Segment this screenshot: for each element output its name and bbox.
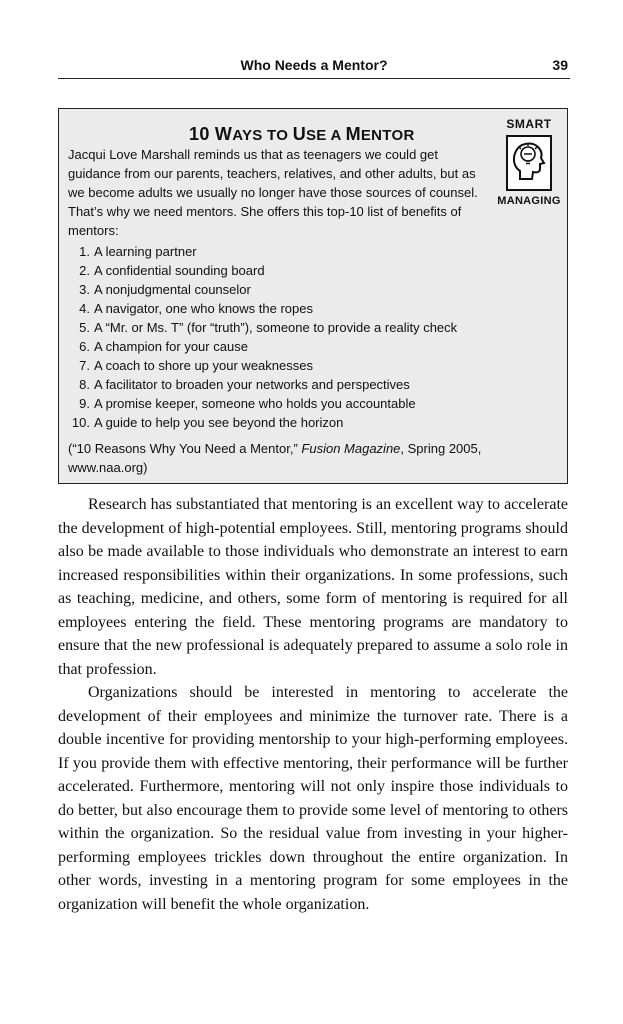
badge-bottom-label: MANAGING [497, 195, 561, 207]
sidebar-title [189, 124, 415, 146]
item-number: 3. [79, 282, 90, 297]
item-number: 5. [79, 320, 90, 335]
item-number: 4. [79, 301, 90, 316]
list-item [68, 299, 457, 318]
list-item [68, 413, 457, 432]
item-text: A champion for your cause [94, 339, 248, 354]
item-number: 9. [79, 396, 90, 411]
list-item [68, 261, 457, 280]
list-item [68, 318, 457, 337]
title-part: 1 [189, 124, 200, 144]
sidebar-intro: Jacqui Love Marshall reminds us that as teenagers we could get guidance from our parents, teachers, relatives, and other adults, but as we become adults we usually no longer have those sources of counsel. That’s why we need mentors. She offers this top-10 list of benefits of mentors: [68, 147, 478, 238]
title-part: M [345, 124, 361, 144]
item-text: A guide to help you see beyond the horizon [94, 415, 344, 430]
list-item [68, 375, 457, 394]
item-text: A nonjudgmental counselor [94, 282, 251, 297]
running-header [58, 56, 570, 79]
list-item [68, 280, 457, 299]
sidebar-box [58, 108, 568, 484]
citation-source: Fusion Magazine [301, 441, 401, 456]
list-item [68, 356, 457, 375]
item-text: A coach to shore up your weaknesses [94, 358, 313, 373]
list-item [68, 394, 457, 413]
title-part: SE A [306, 127, 346, 144]
item-number: 10. [71, 415, 90, 430]
item-text: A promise keeper, someone who holds you accountable [94, 396, 416, 411]
body-text [58, 493, 568, 916]
citation-prefix: (“10 Reasons Why You Need a Mentor,” [68, 441, 302, 456]
citation-suffix: , Spring 2005, www.naa.org) [68, 441, 482, 475]
item-text: A confidential sounding board [94, 263, 265, 278]
item-text: A learning partner [94, 244, 197, 259]
sidebar-citation [68, 439, 548, 477]
smart-managing-badge [491, 113, 567, 213]
item-number: 8. [79, 377, 90, 392]
title-part: AYS TO [232, 127, 293, 144]
list-item [68, 337, 457, 356]
page-number: 39 [552, 57, 568, 73]
item-number: 6. [79, 339, 90, 354]
item-number: 2. [79, 263, 90, 278]
item-number: 1. [79, 244, 90, 259]
badge-top-label: SMART [506, 117, 552, 131]
list-item [68, 242, 457, 261]
lightbulb-head-icon [506, 135, 552, 191]
item-text: A navigator, one who knows the ropes [94, 301, 313, 316]
body-paragraph: Research has substantiated that mentoring is an excellent way to accelerate the development of high-potential employees. Still, mentoring programs should also be made available to those individuals who demonstrate an interest to earn increased responsibilities within their organizations. In some professions, such as teaching, medicine, and others, some form of mentoring is required for all employees entering the field. These mentoring programs are mandatory to ensure that the new professional is adequately prepared to assume a solo role in that profession. [58, 496, 568, 678]
item-text: A “Mr. or Ms. T” (for “truth”), someone to provide a reality check [94, 320, 458, 335]
title-part: U [292, 124, 306, 144]
body-paragraph: Organizations should be interested in mentoring to accelerate the development of their employees and minimize the turnover rate. There is a double incentive for providing mentorship to your high-performing employees. If you provide them with effective mentoring, their performance will be further accelerated. Furthermore, mentoring will not only inspire those individuals to do better, but also encourage them to provide some level of mentoring to others within the organization. So the residual value from investing in your higher-performing employees trickles down throughout the entire organization. In other words, investing in a mentoring program for some employees in the organization will benefit the whole organization. [58, 684, 568, 913]
item-text: A facilitator to broaden your networks and perspectives [94, 377, 410, 392]
running-title: Who Needs a Mentor? [240, 57, 388, 73]
title-part: 0 W [199, 124, 233, 144]
benefits-list [68, 242, 457, 432]
title-part: ENTOR [360, 127, 415, 144]
item-number: 7. [79, 358, 90, 373]
